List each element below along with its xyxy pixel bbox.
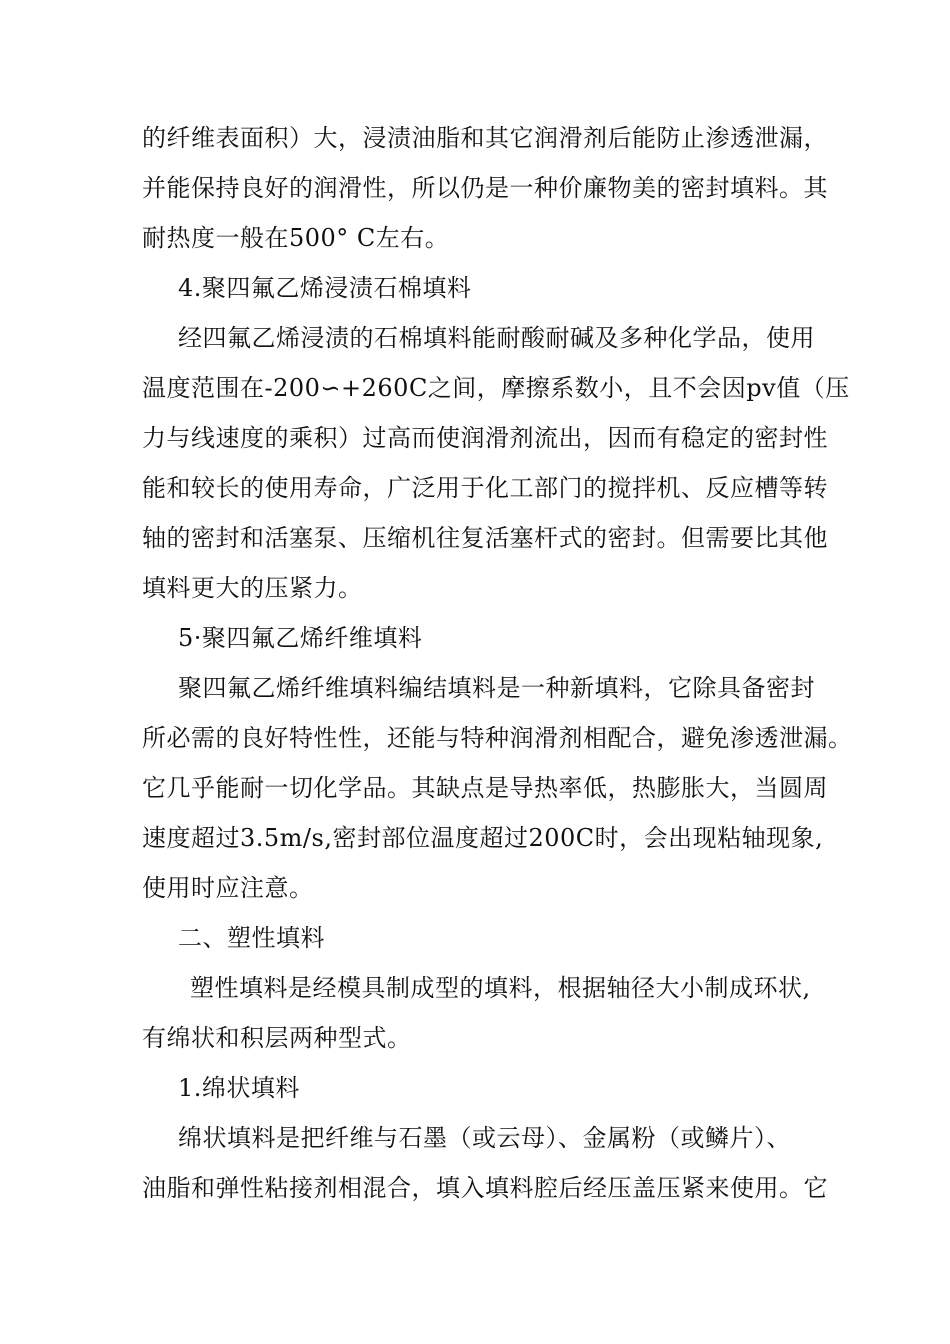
paragraph-line: 的纤维表面积）大，浸渍油脂和其它润滑剂后能防止渗透泄漏， — [142, 124, 828, 152]
section-heading: 1.绵状填料 — [178, 1074, 300, 1102]
paragraph-line: 塑性填料是经模具制成型的填料，根据轴径大小制成环状, — [190, 974, 811, 1002]
paragraph-line: 经四氟乙烯浸渍的石棉填料能耐酸耐碱及多种化学品，使用 — [178, 324, 815, 352]
paragraph-line: 轴的密封和活塞泵、压缩机往复活塞杆式的密封。但需要比其他 — [142, 524, 828, 552]
paragraph-line: 油脂和弹性粘接剂相混合，填入填料腔后经压盖压紧来使用。它 — [142, 1174, 828, 1202]
paragraph-line: 填料更大的压紧力。 — [142, 574, 363, 602]
section-heading: 5·聚四氟乙烯纤维填料 — [178, 624, 423, 652]
section-heading: 二、塑性填料 — [178, 924, 325, 952]
paragraph-line: 能和较长的使用寿命，广泛用于化工部门的搅拌机、反应槽等转 — [142, 474, 828, 502]
paragraph-line: 聚四氟乙烯纤维填料编结填料是一种新填料，它除具备密封 — [178, 674, 815, 702]
paragraph-line: 使用时应注意。 — [142, 874, 314, 902]
paragraph-line: 有绵状和积层两种型式。 — [142, 1024, 412, 1052]
paragraph-line: 它几乎能耐一切化学品。其缺点是导热率低，热膨胀大，当圆周 — [142, 774, 828, 802]
paragraph-line: 温度范围在-200∽+260C之间，摩擦系数小，且不会因pv值（压 — [142, 374, 850, 402]
paragraph-line: 所必需的良好特性性，还能与特种润滑剂相配合，避免渗透泄漏。 — [142, 724, 853, 752]
paragraph-line: 绵状填料是把纤维与石墨（或云母）、金属粉（或鳞片）、 — [178, 1124, 791, 1152]
paragraph-line: 耐热度一般在500° C左右。 — [142, 224, 450, 252]
paragraph-line: 力与线速度的乘积）过高而使润滑剂流出，因而有稳定的密封性 — [142, 424, 828, 452]
paragraph-line: 并能保持良好的润滑性，所以仍是一种价廉物美的密封填料。其 — [142, 174, 828, 202]
section-heading: 4.聚四氟乙烯浸渍石棉填料 — [178, 274, 472, 302]
paragraph-line: 速度超过3.5m/s,密封部位温度超过200C时，会出现粘轴现象, — [142, 824, 824, 852]
